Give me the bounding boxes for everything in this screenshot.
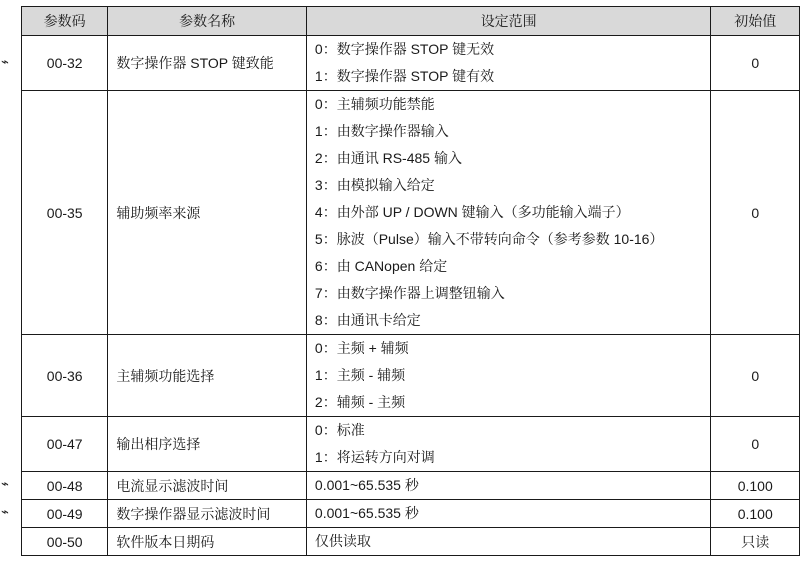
- param-name: 数字操作器 STOP 键致能: [108, 36, 307, 91]
- header-name: 参数名称: [108, 7, 307, 36]
- param-code: 00-49: [22, 500, 108, 528]
- writable-while-running-icon: ⌁: [1, 476, 9, 491]
- param-name: 数字操作器显示滤波时间: [108, 500, 307, 528]
- range-option: 0：主频 + 辅频: [314, 340, 409, 356]
- range-option: 6：由 CANopen 给定: [314, 258, 448, 274]
- table-row: [22, 91, 800, 335]
- range-option: 7：由数字操作器上调整钮输入: [314, 285, 505, 301]
- param-initial: 0: [711, 91, 800, 335]
- param-code: 00-36: [22, 335, 108, 417]
- header-row: [22, 7, 800, 36]
- param-name: 输出相序选择: [108, 417, 307, 472]
- writable-while-running-icon: ⌁: [1, 53, 9, 69]
- range-option: 3：由模拟输入给定: [314, 177, 435, 193]
- header-initial: 初始值: [711, 7, 800, 36]
- param-initial: 0.100: [711, 472, 800, 500]
- param-initial: 0: [711, 335, 800, 417]
- range-option: 0：标准: [314, 422, 365, 438]
- range-option: 1：将运转方向对调: [314, 449, 435, 465]
- table-row: [22, 36, 800, 91]
- writable-while-running-icon: ⌁: [1, 504, 9, 519]
- range-option: 1：数字操作器 STOP 键有效: [314, 68, 495, 84]
- param-initial: 0: [711, 417, 800, 472]
- range-option: 1：由数字操作器输入: [314, 123, 449, 139]
- param-name: 辅助频率来源: [108, 91, 307, 335]
- param-range: [306, 335, 711, 417]
- param-range: [306, 472, 711, 500]
- table-row: [22, 528, 800, 556]
- param-initial: 0: [711, 36, 800, 91]
- param-range: [306, 528, 711, 556]
- range-option: 8：由通讯卡给定: [314, 312, 421, 328]
- param-range: [306, 417, 711, 472]
- range-option: 5：脉波（Pulse）输入不带转向命令（参考参数 10-16）: [314, 231, 664, 247]
- param-name: 软件版本日期码: [108, 528, 307, 556]
- param-range: [306, 91, 711, 335]
- range-option: 2：辅频 - 主频: [314, 394, 406, 410]
- param-initial: 只读: [711, 528, 800, 556]
- table-row: [22, 335, 800, 417]
- range-option: 4：由外部 UP / DOWN 键输入（多功能输入端子）: [314, 204, 630, 220]
- param-range: [306, 36, 711, 91]
- table-row: [22, 472, 800, 500]
- param-range: [306, 500, 711, 528]
- table-row: [22, 417, 800, 472]
- param-code: 00-35: [22, 91, 108, 335]
- param-code: 00-48: [22, 472, 108, 500]
- param-code: 00-32: [22, 36, 108, 91]
- range-option: 仅供读取: [314, 533, 371, 549]
- parameter-table: [21, 6, 800, 556]
- table-body: [22, 36, 800, 556]
- range-option: 2：由通讯 RS-485 输入: [314, 150, 462, 166]
- range-option: 0：数字操作器 STOP 键无效: [314, 41, 495, 57]
- param-initial: 0.100: [711, 500, 800, 528]
- header-range: 设定范围: [306, 7, 711, 36]
- range-option: 0.001~65.535 秒: [314, 477, 419, 493]
- param-code: 00-50: [22, 528, 108, 556]
- header-code: 参数码: [22, 7, 108, 36]
- range-option: 0：主辅频功能禁能: [314, 96, 435, 112]
- range-option: 1：主频 - 辅频: [314, 367, 406, 383]
- range-option: 0.001~65.535 秒: [314, 505, 419, 521]
- param-code: 00-47: [22, 417, 108, 472]
- table-row: [22, 500, 800, 528]
- param-name: 主辅频功能选择: [108, 335, 307, 417]
- param-name: 电流显示滤波时间: [108, 472, 307, 500]
